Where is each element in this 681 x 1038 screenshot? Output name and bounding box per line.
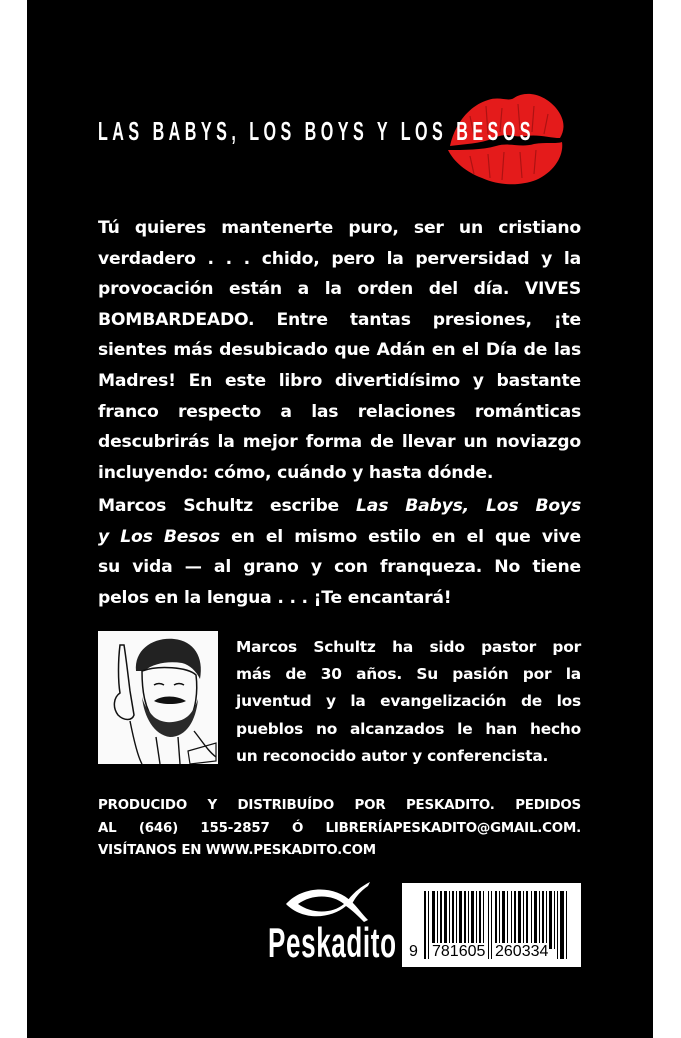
author-bio (236, 634, 581, 770)
description-line: verdadero . . . chido, pero la perversidad y la (98, 248, 581, 269)
description-line: incluyendo: cómo, cuándo y hasta dónde. (98, 462, 494, 483)
blurb-line: su vida — al grano y con franqueza. No tiene (98, 557, 581, 578)
book-title: LAS BABYS, LOS BOYS Y LOS BESOS (98, 116, 535, 146)
bio-line: un reconocido autor y conferencista. (236, 746, 549, 765)
blurb-line (98, 522, 581, 553)
blurb-line (98, 491, 581, 522)
description-line: Tú quieres mantenerte puro, ser un cristiano (98, 218, 581, 238)
publisher-info (98, 795, 581, 863)
publisher-line: VISÍTANOS EN WWW.PESKADITO.COM (98, 843, 376, 859)
barcode-digit-prefix: 9 (409, 943, 418, 960)
bio-line: pueblos no alcanzados le han hecho (236, 719, 581, 738)
blurb-text: Marcos Schultz escribe (98, 496, 340, 516)
publisher-line: AL (646) 155-2857 Ó LIBRERÍAPESKADITO@GMAIL.COM. (98, 820, 581, 836)
publisher-logo (262, 880, 397, 972)
description-line: provocación están a la orden del día. VIVES (98, 279, 581, 300)
description-line: Madres! En este libro divertidísimo y bastante (98, 370, 581, 391)
barcode-group-2: 260334 (495, 943, 549, 960)
isbn-barcode (402, 883, 581, 967)
barcode-group-1: 781605 (432, 943, 486, 960)
blurb-line: pelos en la lengua . . . ¡Te encantará! (98, 587, 452, 608)
publisher-logo-text: Peskadito (268, 919, 397, 966)
book-title-italic: y Los Besos (98, 526, 220, 547)
description-line: descubrirás la mejor forma de llevar un noviazgo (98, 432, 581, 453)
blurb-text: en el mismo estilo en el que vive (231, 526, 581, 547)
publisher-line: PRODUCIDO Y DISTRIBUÍDO POR PESKADITO. PEDIDOS (98, 798, 581, 813)
description-line: sientes más desubicado que Adán en el Día de las (98, 340, 581, 361)
author-blurb-paragraph (98, 491, 581, 613)
description-paragraph (98, 213, 581, 488)
bio-line: más de 30 años. Su pasión por la (236, 665, 581, 684)
book-title-italic: Las Babys, Los Boys (356, 496, 581, 516)
bio-line: juventud y la evangelización de los (236, 692, 581, 711)
bio-line: Marcos Schultz ha sido pastor por (236, 638, 581, 656)
description-line: BOMBARDEADO. Entre tantas presiones, ¡te (98, 309, 581, 330)
description-line: franco respecto a las relaciones románticas (98, 401, 581, 422)
author-caricature-image (98, 631, 218, 764)
